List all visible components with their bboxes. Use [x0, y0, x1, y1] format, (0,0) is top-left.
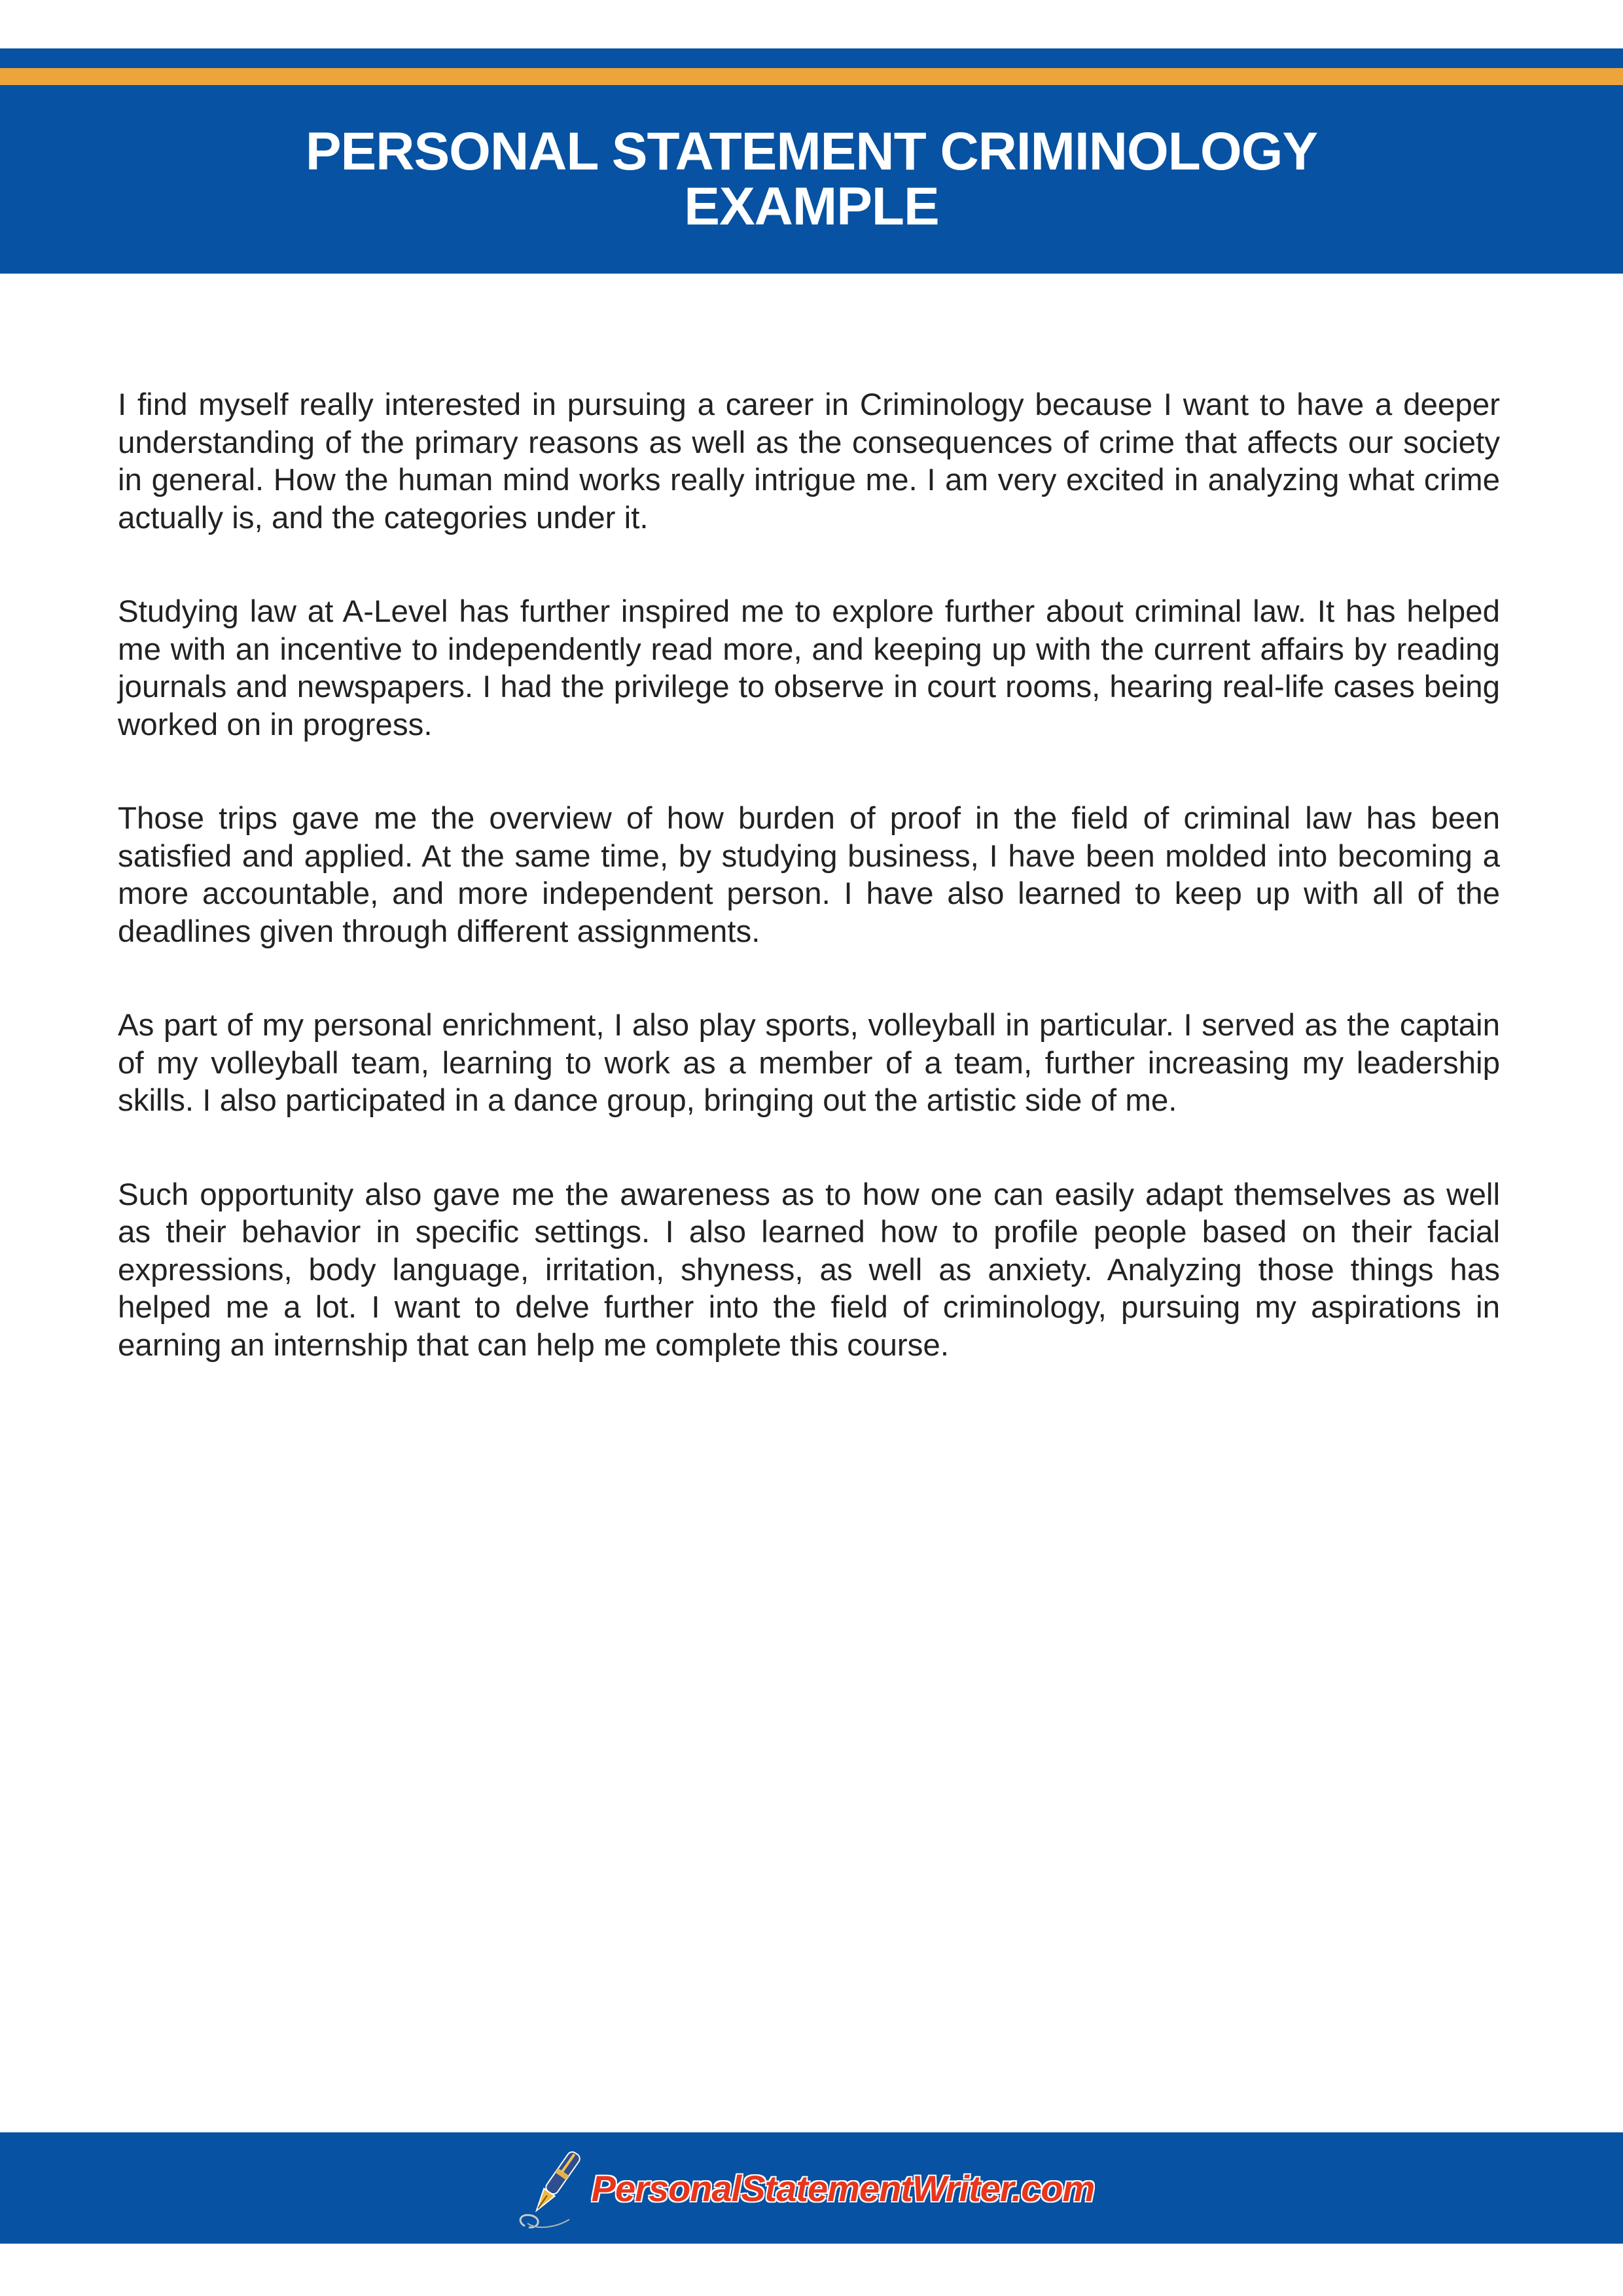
header-accent-stripe: [0, 68, 1623, 85]
paragraph-5: Such opportunity also gave me the awareness as to how one can easily adapt themselves as well as their behavior in specific settings. I also learned how to profile people based on their facial expressions, body language, irritation, shyness, as well as anxiety. Analyzing those things has helped me a lot. I want to delve further into the field of criminology, pursuing my aspirations in earning an internship that can help me complete this course.: [118, 1177, 1500, 1363]
statement-body: [118, 386, 1500, 1420]
paragraph-2: Studying law at A-Level has further inspired me to explore further about criminal law. It has helped me with an incentive to independently read more, and keeping up with the current affairs by reading journals and newspapers. I had the privilege to observe in court rooms, hearing real-life cases being worked on in progress.: [118, 594, 1500, 742]
paragraph-1: I find myself really interested in pursuing a career in Criminology because I want to have a deeper understanding of the primary reasons as well as the consequences of crime that affects our society in general. How the human mind works really intrigue me. I am very excited in analyzing what crime actually is, and the categories under it.: [118, 387, 1500, 535]
paragraph-3: Those trips gave me the overview of how burden of proof in the field of criminal law has been satisfied and applied. At the same time, by studying business, I have been molded into becoming a more accountable, and more independent person. I have also learned to keep up with all of the deadlines given through different assignments.: [118, 801, 1500, 949]
page-title: PERSONAL STATEMENT CRIMINOLOGY EXAMPLE: [305, 122, 1318, 236]
paragraph-4: As part of my personal enrichment, I also play sports, volleyball in particular. I served as the captain of my volleyball team, learning to work as a member of a team, further increasing my leadership skills. I also participated in a dance group, bringing out the artistic side of me.: [118, 1008, 1500, 1118]
header-top-line: [0, 48, 1623, 68]
footer-logo[interactable]: [513, 2142, 1095, 2234]
footer-band: [0, 2132, 1623, 2244]
fountain-pen-icon: [513, 2142, 592, 2234]
header-band: [0, 85, 1623, 274]
footer-logo-text: PersonalStatementWriter.com: [591, 2167, 1095, 2209]
